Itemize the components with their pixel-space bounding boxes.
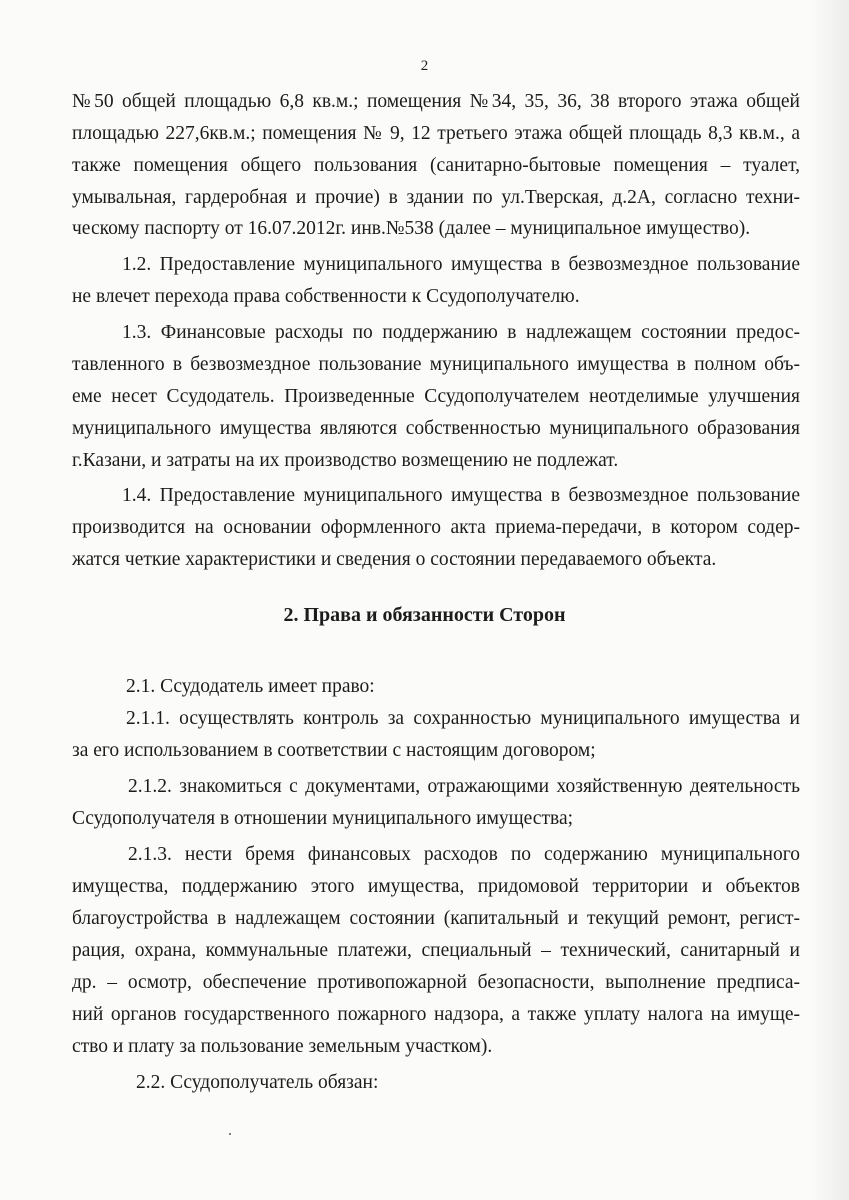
section-2-heading: 2. Права и обязанности Сторон [283,604,566,626]
clause-2-1-3-line: благоустройства в надлежащем состоянии (капитальный и текущий ремонт, регист- [72,908,800,929]
clause-1-3-line: тавленного в безвозмездное пользование муниципального имущества в полном объ- [72,354,800,375]
page-number: 2 [420,58,429,74]
clause-2-1-1-line: за его использованием в соответствии с настоящим договором; [72,740,596,761]
clause-2-1-2-line: 2.1.2. знакомиться с документами, отражающими хозяйственную деятельность [128,776,800,797]
clause-1-4-line: 1.4. Предоставление муниципального имущества в безвозмездное пользование [122,485,800,506]
clause-1-2-line: 1.2. Предоставление муниципального имущества в безвозмездное пользование [122,254,800,275]
paragraph-line: также помещения общего пользования (санитарно-бытовые помещения – туалет, [72,155,800,176]
clause-2-1-3-line: др. – осмотр, обеспечение противопожарной безопасности, выполнение предписа- [72,972,800,993]
clause-1-4-line: жатся четкие характеристики и сведения о состоянии передаваемого объекта. [72,549,717,570]
clause-2-1-3-line: ство и плату за пользование земельным участком). [72,1036,493,1057]
paragraph-line: площадью 227,6кв.м.; помещения № 9, 12 третьего этажа общей площадь 8,3 кв.м., а [72,123,800,144]
clause-1-3-line: муниципального имущества являются собственностью муниципального образования [72,418,800,439]
clause-2-1-3-line: рация, охрана, коммунальные платежи, специальный – технический, санитарный и [72,940,800,961]
clause-1-4-line: производится на основании оформленного акта приема-передачи, в котором содер- [72,517,800,538]
clause-2-1-3-line: ний органов государственного пожарного надзора, а также уплату налога на имуще- [72,1004,800,1025]
clause-2-2: 2.2. Ссудополучатель обязан: [136,1072,379,1093]
clause-1-3-line: еме несет Ссудодатель. Произведенные Ссудополучателем неотделимые улучшения [72,386,800,407]
scan-speck [229,1133,231,1135]
clause-2-1-3-line: 2.1.3. нести бремя финансовых расходов по содержанию муниципального [128,844,800,865]
paragraph-line: умывальная, гардеробная и прочие) в здании по ул.Тверская, д.2А, согласно техни- [72,187,800,208]
clause-2-1: 2.1. Ссудодатель имеет право: [126,676,375,697]
clause-1-3-line: 1.3. Финансовые расходы по поддержанию в надлежащем состоянии предос- [122,322,800,343]
clause-1-3-line: г.Казани, и затраты на их производство возмещению не подлежат. [72,450,619,471]
paragraph-line: ческому паспорту от 16.07.2012г. инв.№538 (далее – муниципальное имущество). [72,218,751,239]
clause-2-1-2-line: Ссудополучателя в отношении муниципального имущества; [72,808,574,829]
clause-2-1-3-line: имущества, поддержанию этого имущества, придомовой территории и объектов [72,876,800,897]
clause-2-1-1-line: 2.1.1. осуществлять контроль за сохранностью муниципального имущества и [126,708,800,729]
clause-1-2-line: не влечет перехода права собственности к Ссудополучателю. [72,286,580,307]
paragraph-line: №50 общей площадью 6,8 кв.м.; помещения №34, 35, 36, 38 второго этажа общей [72,91,800,112]
scan-edge-shadow [809,0,849,1200]
